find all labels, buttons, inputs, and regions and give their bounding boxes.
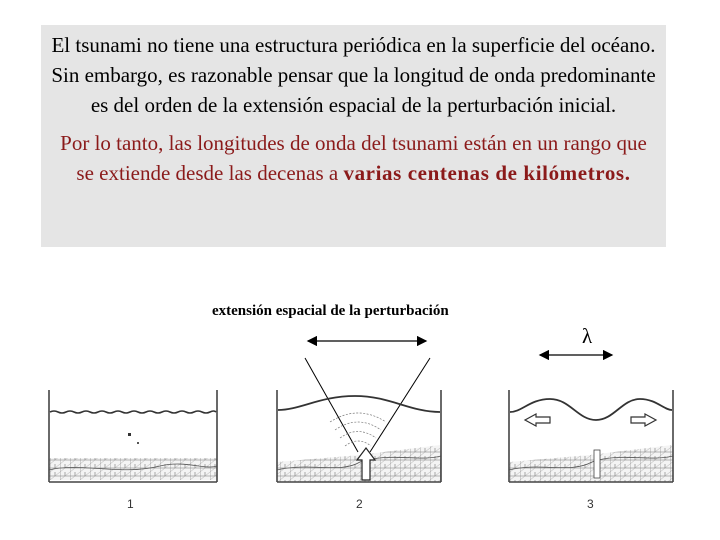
focus-line-left xyxy=(305,358,358,452)
panel-1-water-surface xyxy=(50,411,216,413)
panel-3-number: 3 xyxy=(587,497,594,511)
panel-1-number: 1 xyxy=(127,497,134,511)
panel-2-number: 2 xyxy=(356,497,363,511)
panel-1 xyxy=(49,390,217,482)
paragraph-1: El tsunami no tiene una estructura periódica en la superficie del océano. Sin embargo, es razonable pensar que la longitud de onda predominante es del orden de la extensión espacial de la perturbación inicial. xyxy=(51,33,656,117)
paragraph-2-emphasis: varias centenas de kilómetros. xyxy=(343,161,631,185)
panel-3 xyxy=(509,390,673,482)
wavelength-symbol: λ xyxy=(582,324,593,348)
disturbance-extent-label: extensión espacial de la perturbación xyxy=(212,303,449,319)
panel-2-water-bulge xyxy=(278,396,440,412)
left-wave-arrow xyxy=(525,414,550,426)
right-wave-arrow xyxy=(631,414,656,426)
panel-2 xyxy=(277,390,441,482)
paragraph-2-text: Por lo tanto, las longitudes de onda del tsunami están en un rango que se extiende desde las decenas a xyxy=(60,131,647,185)
